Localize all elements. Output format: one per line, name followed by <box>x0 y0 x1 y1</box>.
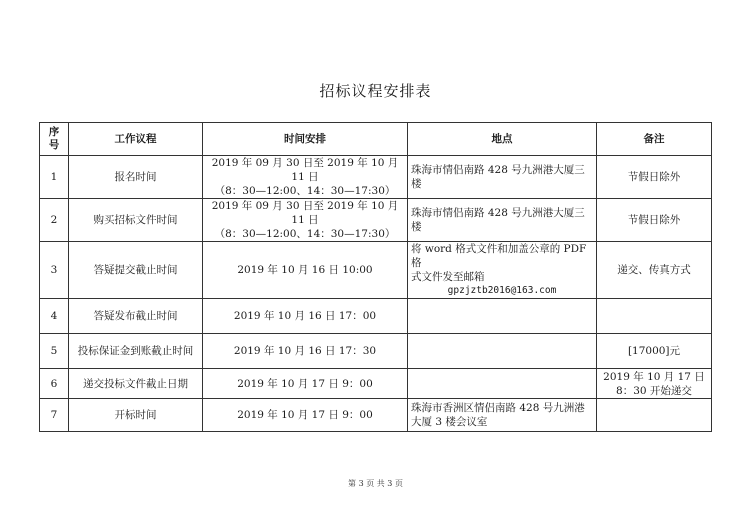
table-row <box>40 199 712 242</box>
row-remark <box>597 334 712 369</box>
row-time <box>203 334 408 369</box>
row-number-text: 1 <box>50 171 58 183</box>
row-number <box>40 156 69 199</box>
place-line: 珠海市情侣南路 428 号九洲港大厦三 <box>411 164 585 176</box>
row-number <box>40 299 69 334</box>
time-line: 2019 年 10 月 16 日 17：00 <box>233 310 377 322</box>
row-remark <box>597 156 712 199</box>
row-remark <box>597 242 712 299</box>
page-footer: 第 3 页 共 3 页 <box>348 479 403 488</box>
time-line: 2019 年 09 月 30 日至 2019 年 10 月 11 日 <box>211 200 399 226</box>
row-remark <box>597 369 712 399</box>
row-number-text: 4 <box>50 310 58 322</box>
row-time <box>203 399 408 432</box>
row-agenda-text: 递交投标文件截止日期 <box>83 377 188 390</box>
row-number-text: 5 <box>50 345 58 357</box>
header-agenda: 工作议程 <box>69 123 203 156</box>
row-time <box>203 242 408 299</box>
remark-line: 节假日除外 <box>627 214 681 226</box>
row-number-text: 2 <box>50 214 58 226</box>
row-place <box>408 156 597 199</box>
place-line: 楼 <box>411 221 422 233</box>
remark-line: 节假日除外 <box>627 171 681 183</box>
table-header-row <box>40 123 712 156</box>
header-no: 序号 <box>40 123 69 156</box>
remark-line: [17000]元 <box>627 345 681 357</box>
row-number-text: 7 <box>50 409 58 421</box>
place-line: gpzjztb2016@163.com <box>447 285 557 296</box>
row-time <box>203 156 408 199</box>
header-place: 地点 <box>408 123 597 156</box>
place-line: 将 word 格式文件和加盖公章的 PDF 格 <box>411 243 587 269</box>
place-line: 珠海市情侣南路 428 号九洲港大厦三 <box>411 207 585 219</box>
row-agenda-text: 购买招标文件时间 <box>93 214 178 226</box>
row-remark <box>597 399 712 432</box>
row-number-text: 6 <box>50 377 58 390</box>
row-agenda <box>69 399 203 432</box>
table-row <box>40 334 712 369</box>
remark-line: 8：30 开始递交 <box>616 384 692 397</box>
place-line: 大厦 3 楼会议室 <box>411 416 488 428</box>
time-line: 2019 年 10 月 16 日 17：30 <box>233 345 377 357</box>
schedule-table <box>39 122 712 432</box>
row-agenda-text: 报名时间 <box>114 171 157 183</box>
row-number <box>40 242 69 299</box>
time-line: （8：30—12:00、14：30—17:30） <box>214 185 396 197</box>
row-agenda <box>69 199 203 242</box>
place-line: 式文件发至邮箱 <box>411 271 485 283</box>
row-place <box>408 242 597 299</box>
header-remark: 备注 <box>597 123 712 156</box>
table-row <box>40 242 712 299</box>
row-agenda-text: 答疑提交截止时间 <box>93 264 178 276</box>
time-line: 2019 年 10 月 17 日 9：00 <box>237 409 373 421</box>
row-remark <box>597 299 712 334</box>
row-number <box>40 399 69 432</box>
table-row <box>40 399 712 432</box>
row-place <box>408 199 597 242</box>
row-place <box>408 334 597 369</box>
time-line: 2019 年 10 月 17 日 9：00 <box>237 377 373 390</box>
row-agenda <box>69 242 203 299</box>
table-row <box>40 369 712 399</box>
table-row <box>40 299 712 334</box>
row-agenda-text: 投标保证金到账截止时间 <box>77 345 194 357</box>
row-number <box>40 369 69 399</box>
table-row <box>40 156 712 199</box>
page-title: 招标议程安排表 <box>319 82 432 100</box>
row-agenda <box>69 334 203 369</box>
row-time <box>203 199 408 242</box>
row-agenda <box>69 299 203 334</box>
row-agenda-text: 答疑发布截止时间 <box>93 310 178 322</box>
remark-line: 递交、传真方式 <box>617 264 691 276</box>
header-time: 时间安排 <box>203 123 408 156</box>
row-agenda <box>69 369 203 399</box>
row-number <box>40 199 69 242</box>
row-number-text: 3 <box>50 264 58 276</box>
row-agenda-text: 开标时间 <box>114 409 157 421</box>
place-line: 珠海市香洲区情侣南路 428 号九洲港 <box>411 402 585 414</box>
row-agenda <box>69 156 203 199</box>
row-number <box>40 334 69 369</box>
row-time <box>203 299 408 334</box>
remark-line: 2019 年 10 月 17 日 <box>603 370 705 383</box>
row-time <box>203 369 408 399</box>
row-remark <box>597 199 712 242</box>
row-place <box>408 299 597 334</box>
row-place <box>408 369 597 399</box>
time-line: （8：30—12:00、14：30—17:30） <box>214 228 396 240</box>
row-place <box>408 399 597 432</box>
time-line: 2019 年 09 月 30 日至 2019 年 10 月 11 日 <box>211 157 399 183</box>
place-line: 楼 <box>411 178 422 190</box>
time-line: 2019 年 10 月 16 日 10:00 <box>237 264 373 276</box>
